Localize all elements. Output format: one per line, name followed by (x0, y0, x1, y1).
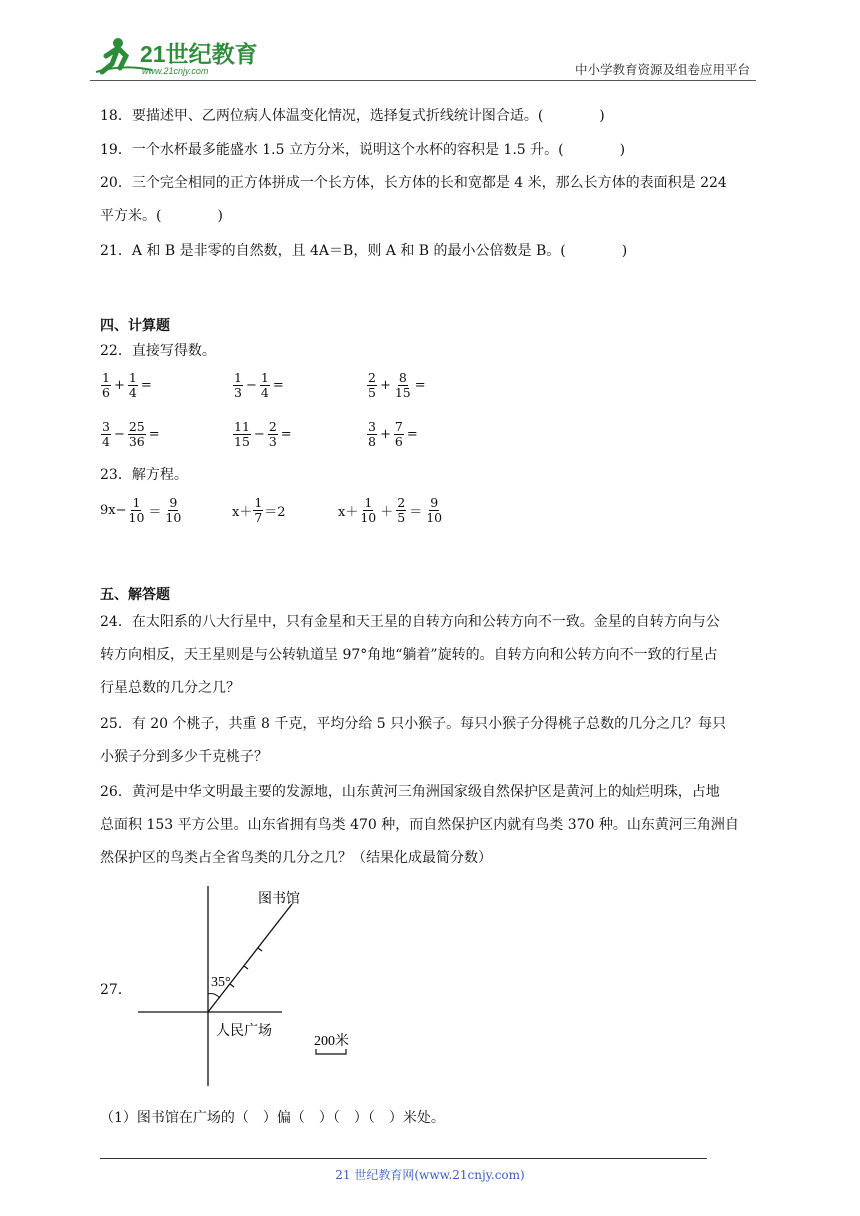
question-18: 18．要描述甲、乙两位病人体温变化情况，选择复式折线统计图合适。( ) (100, 108, 605, 124)
footer-divider (100, 1158, 707, 1159)
operator: − (253, 427, 265, 442)
fraction: $\frac{1}{4}$ (260, 370, 269, 400)
mental-math-item (100, 420, 162, 449)
eq3-plus: ＋ (380, 505, 394, 520)
section-title-word-problems: 五、解答题 (100, 587, 170, 603)
logo-url: www.21cnjy.com (142, 66, 209, 76)
eq2-rhs: ＝2 (264, 505, 286, 520)
fraction: $\frac{9}{10}$ (426, 495, 443, 525)
equals-sign: = (414, 378, 426, 393)
square-label: 人民广场 (216, 1024, 272, 1039)
equals-sign: = (148, 427, 160, 442)
operator: + (379, 378, 391, 393)
equals-sign: = (272, 378, 284, 393)
eq1-equals: ＝ (148, 505, 162, 520)
fraction: $\frac{1}{10}$ (360, 495, 377, 525)
eq3-lhs: x＋ (338, 505, 359, 520)
operator: − (113, 427, 125, 442)
fraction: $\frac{2}{5}$ (397, 495, 406, 525)
fraction: $\frac{3}{4}$ (102, 419, 110, 449)
logo-text: 21世纪教育 (140, 41, 258, 67)
header-platform-text: 中小学教育资源及组卷应用平台 (575, 62, 751, 77)
footer-source: 21 世纪教育网(www.21cnjy.com) (335, 1168, 525, 1182)
direction-diagram (130, 882, 370, 1092)
question-27-part-1: （1）图书馆在广场的（ ）偏（ ）（ ）（ ）米处。 (100, 1110, 445, 1126)
question-26-line-3: 然保护区的鸟类占全省鸟类的几分之几？（结果化成最简分数） (100, 850, 492, 866)
fraction: $\frac{2}{5}$ (368, 370, 376, 400)
equation-1 (100, 496, 183, 525)
fraction: $\frac{9}{10}$ (165, 495, 182, 525)
question-26-line-1: 26．黄河是中华文明最主要的发源地，山东黄河三角洲国家级自然保护区是黄河上的灿烂明珠，占地 (100, 784, 720, 800)
equals-sign: = (406, 427, 418, 442)
eq3-equals: ＝ (409, 505, 423, 520)
fraction: $\frac{1}{10}$ (128, 495, 145, 525)
equation-3 (338, 496, 444, 525)
angle-label: 35° (211, 975, 231, 990)
question-23: 23．解方程。 (100, 467, 188, 483)
library-label: 图书馆 (258, 892, 300, 907)
fraction: $\frac{1}{7}$ (254, 495, 263, 525)
question-27-number: 27． (100, 982, 132, 998)
question-24-line-2: 转方向相反，天王星则是与公转轨道呈 97°角地“躺着”旋转的。自转方向和公转方向不一致的行星占 (100, 647, 718, 663)
equals-sign: = (280, 427, 292, 442)
scale-bar (316, 1049, 346, 1054)
mental-math-item (232, 420, 294, 449)
question-22: 22．直接写得数。 (100, 343, 216, 359)
fraction: $\frac{3}{8}$ (368, 419, 376, 449)
fraction: $\frac{1}{3}$ (234, 370, 242, 400)
tick-mark (244, 966, 248, 969)
question-25-line-1: 25．有 20 个桃子，共重 8 千克，平均分给 5 只小猴子。每只小猴子分得桃子总数的几分之几？每只 (100, 716, 727, 732)
question-20-line-2: 平方米。( ) (100, 208, 223, 224)
mental-math-item (232, 371, 286, 400)
library-ray (208, 904, 292, 1012)
fraction: $\frac{2}{3}$ (268, 419, 277, 449)
equation-2 (232, 496, 286, 525)
operator: − (245, 378, 257, 393)
fraction: $\frac{11}{15}$ (234, 419, 250, 449)
mental-math-item (366, 371, 428, 400)
eq2-lhs: x＋ (232, 505, 253, 520)
equals-sign: = (140, 378, 152, 393)
question-21: 21．A 和 B 是非零的自然数，且 4A＝B，则 A 和 B 的最小公倍数是 B。( ) (100, 243, 628, 259)
scale-label: 200米 (314, 1034, 349, 1049)
header-divider (90, 80, 756, 81)
angle-arc (208, 994, 220, 999)
question-24-line-1: 24．在太阳系的八大行星中，只有金星和天王星的自转方向和公转方向不一致。金星的自转方向与公 (100, 614, 720, 630)
site-logo (92, 34, 262, 78)
question-19: 19．一个水杯最多能盛水 1.5 立方分米，说明这个水杯的容积是 1.5 升。( ) (100, 142, 626, 158)
question-24-line-3: 行星总数的几分之几？ (100, 680, 240, 696)
mental-math-item (366, 420, 420, 449)
question-20-line-1: 20．三个完全相同的正方体拼成一个长方体，长方体的长和宽都是 4 米，那么长方体的表面积是 224 (100, 175, 727, 191)
question-25-line-2: 小猴子分到多少千克桃子？ (100, 749, 268, 765)
eq1-lhs: 9x− (100, 503, 127, 518)
fraction: $\frac{8}{15}$ (394, 370, 411, 400)
operator: + (113, 378, 125, 393)
fraction: $\frac{25}{36}$ (128, 419, 145, 449)
fraction: $\frac{1}{6}$ (102, 370, 110, 400)
operator: + (379, 427, 391, 442)
section-title-calculation: 四、计算题 (100, 318, 170, 334)
fraction: $\frac{7}{6}$ (394, 419, 403, 449)
tick-mark (258, 948, 262, 951)
fraction: $\frac{1}{4}$ (128, 370, 137, 400)
question-26-line-2: 总面积 153 平方公里。山东省拥有鸟类 470 种，而自然保护区内就有鸟类 370 种。山东黄河三角洲自 (100, 817, 739, 833)
mental-math-item (100, 371, 154, 400)
